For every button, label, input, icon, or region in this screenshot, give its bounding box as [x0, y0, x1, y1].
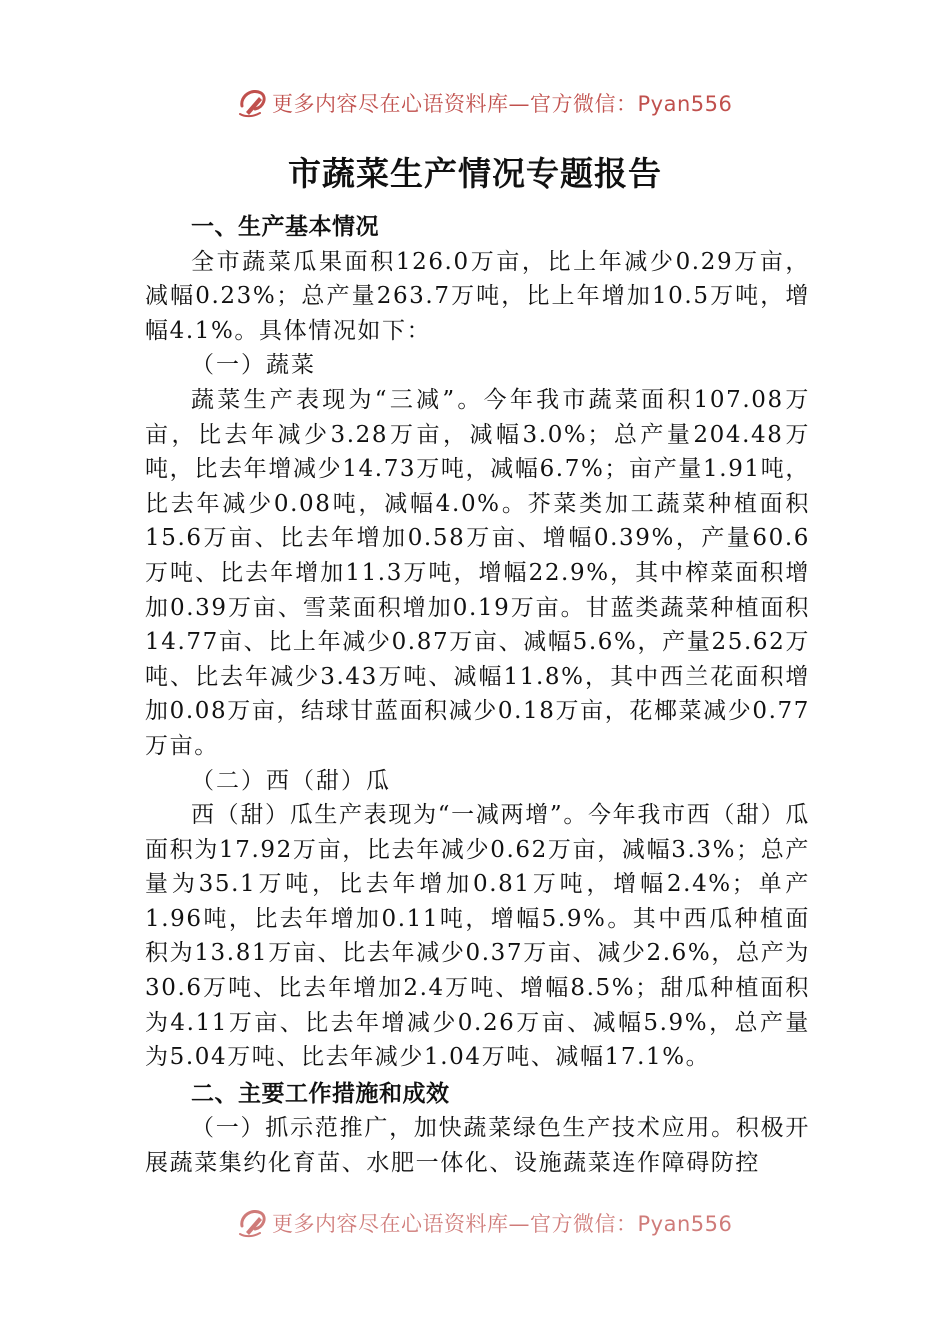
pen-swirl-logo-icon	[236, 1206, 270, 1240]
watermark-text: 更多内容尽在心语资料库—官方微信：Pyan556	[272, 92, 733, 116]
paragraph-measures: （一）抓示范推广，加快蔬菜绿色生产技术应用。积极开展蔬菜集约化育苗、水肥一体化、设施蔬菜连作障碍防控	[145, 1115, 810, 1177]
paragraph-melons: 西（甜）瓜生产表现为“一减两增”。今年我市西（甜）瓜面积为17.92万亩，比去年减少0.62万亩，减幅3.3%；总产量为35.1万吨，比去年增加0.81万吨，增幅2.4%；单产1.96吨，比去年增加0.11吨，增幅5.9%。其中西瓜种植面积为13.81万亩、比去年减少0.37万亩、减少2.6%，总产为30.6万吨、比去年增加2.4万吨、增幅8.5%；甜瓜种植面积为4.11万亩、比去年增减少0.26万亩、减幅5.9%，总产量为5.04万吨、比去年减少1.04万吨、减幅17.1%。	[145, 802, 810, 1071]
watermark-text: 更多内容尽在心语资料库—官方微信：Pyan556	[272, 1212, 733, 1236]
paragraph-vegetables: 蔬菜生产表现为“三减”。今年我市蔬菜面积107.08万亩，比去年减少3.28万亩，减幅3.0%；总产量204.48万吨，比去年增减少14.73万吨，减幅6.7%；亩产量1.91吨，比去年减少0.08吨，减幅4.0%。芥菜类加工蔬菜种植面积15.6万亩、比去年增加0.58万亩、增幅0.39%，产量60.6万吨、比去年增加11.3万吨，增幅22.9%，其中榨菜面积增加0.39万亩、雪菜面积增加0.19万亩。甘蓝类蔬菜种植面积14.77亩、比上年减少0.87万亩、减幅5.6%，产量25.62万吨、比去年减少3.43万吨、减幅11.8%，其中西兰花面积增加0.08万亩，结球甘蓝面积减少0.18万亩，花椰菜减少0.77万亩。	[145, 386, 810, 759]
section-heading-1: 一、生产基本情况	[191, 214, 379, 240]
watermark-footer	[0, 1206, 950, 1246]
section-heading-2: 二、主要工作措施和成效	[191, 1080, 450, 1107]
paragraph-overview: 全市蔬菜瓜果面积126.0万亩，比上年减少0.29万亩，减幅0.23%；总产量263.7万吨，比上年增加10.5万吨，增幅4.1%。具体情况如下：	[145, 248, 810, 344]
watermark-header	[0, 86, 950, 126]
subsection-heading-melons: （二）西（甜）瓜	[191, 767, 391, 794]
document-title: 市蔬菜生产情况专题报告	[288, 154, 662, 193]
subsection-heading-vegetables: （一）蔬菜	[191, 352, 316, 379]
pen-swirl-logo-icon	[236, 86, 270, 120]
document-body	[145, 210, 810, 1181]
